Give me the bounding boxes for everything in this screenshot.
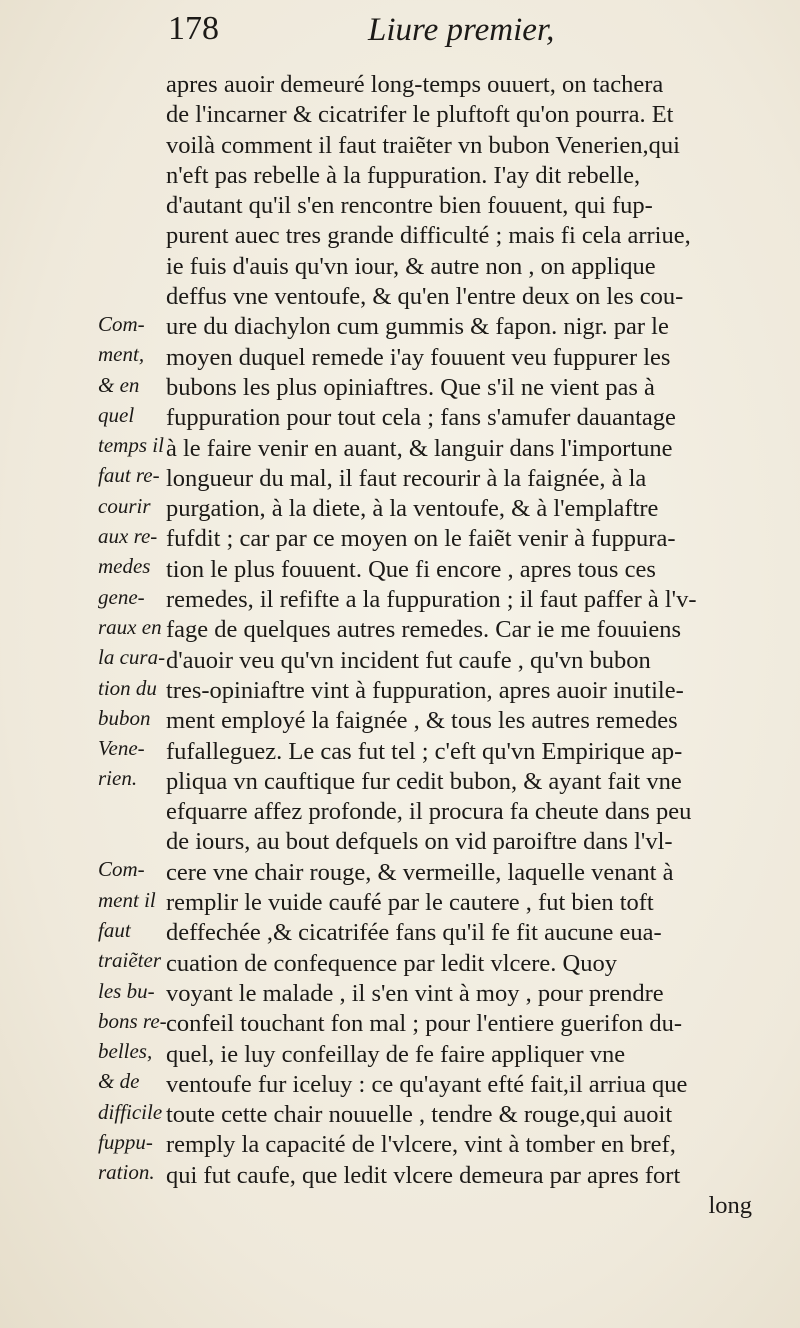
margin-note-line: Vene- bbox=[98, 736, 145, 761]
text-line: de l'incarner & cicatrifer le pluftoft qu'on pourra. Et bbox=[166, 101, 674, 129]
margin-note-line: aux re- bbox=[98, 524, 158, 549]
margin-note-line: Com- bbox=[98, 312, 145, 336]
margin-note-line: Com- bbox=[98, 857, 145, 882]
text-line: efquarre affez profonde, il procura fa cheute dans peu bbox=[166, 798, 692, 826]
text-line: longueur du mal, il faut recourir à la faignée, à la bbox=[166, 464, 647, 492]
text-line: deffechée ,& cicatrifée fans qu'il fe fit aucune eua- bbox=[166, 919, 662, 947]
margin-note-line: medes bbox=[98, 554, 151, 579]
text-line: voyant le malade , il s'en vint à moy , pour prendre bbox=[166, 979, 664, 1007]
text-line: quel, ie luy confeillay de fe faire appliquer vne bbox=[166, 1040, 626, 1068]
margin-note-line: bons re- bbox=[98, 1008, 167, 1033]
text-line: cere vne chair rouge, & vermeille, laquelle venant à bbox=[166, 858, 674, 886]
margin-note-line: raux en bbox=[98, 614, 162, 639]
margin-note-rebel-bubons bbox=[98, 854, 168, 1187]
text-line: moyen duquel remede i'ay fouuent veu fuppurer les bbox=[166, 343, 671, 371]
margin-note-line: faut bbox=[98, 917, 131, 942]
margin-note-line: fuppu- bbox=[98, 1130, 153, 1155]
text-line: remplir le vuide caufé par le cautere , fut bien toft bbox=[166, 889, 654, 917]
text-line: fage de quelques autres remedes. Car ie me fouuiens bbox=[166, 616, 681, 644]
text-line: fufdit ; car par ce moyen on le faiẽt venir à fuppura- bbox=[166, 525, 676, 553]
text-line: d'auoir veu qu'vn incident fut caufe , qu'vn bubon bbox=[166, 646, 651, 674]
text-line: ie fuis d'auis qu'vn iour, & autre non , on applique bbox=[166, 252, 656, 280]
page-header bbox=[168, 10, 688, 70]
margin-note-line: gene- bbox=[98, 584, 145, 609]
running-title: Liure premier, bbox=[368, 12, 555, 48]
text-line: d'autant qu'il s'en rencontre bien fouuent, qui fup- bbox=[166, 192, 653, 220]
text-line: purgation, à la diete, à la ventoufe, & à l'emplaftre bbox=[166, 495, 659, 523]
text-line: bubons les plus opiniaftres. Que s'il ne vient pas à bbox=[166, 373, 655, 401]
margin-note-line: bubon bbox=[98, 705, 151, 730]
text-line: tres-opiniaftre vint à fuppuration, apres auoir inutile- bbox=[166, 676, 684, 704]
margin-note-line: difficile bbox=[98, 1099, 163, 1124]
text-line: voilà comment il faut traiẽter vn bubon Venerien,qui bbox=[166, 131, 680, 159]
margin-note-line: traiẽter bbox=[98, 948, 161, 973]
margin-note-line: ration. bbox=[98, 1160, 155, 1185]
margin-note-line: courir bbox=[98, 493, 151, 518]
page-number: 178 bbox=[168, 10, 219, 47]
text-line: fufalleguez. Le cas fut tel ; c'eft qu'vn Empirique ap- bbox=[166, 737, 683, 765]
text-line: de iours, au bout defquels on vid paroiftre dans l'vl- bbox=[166, 828, 673, 856]
margin-note-line: temps il bbox=[98, 433, 164, 458]
margin-note-line: ment il bbox=[98, 887, 156, 912]
margin-notes bbox=[98, 309, 168, 1188]
text-line: qui fut caufe, que ledit vlcere demeura par apres fort bbox=[166, 1161, 681, 1189]
margin-note-line: tion du bbox=[98, 675, 157, 700]
text-line: tion le plus fouuent. Que fi encore , apres tous ces bbox=[166, 555, 656, 583]
text-line: ure du diachylon cum gummis & fapon. nigr. par le bbox=[166, 313, 669, 341]
margin-note-line: les bu- bbox=[98, 978, 155, 1003]
body-text bbox=[166, 70, 778, 1221]
text-line: deffus vne ventoufe, & qu'en l'entre deux on les cou- bbox=[166, 283, 684, 311]
text-line: fuppuration pour tout cela ; fans s'amufer dauantage bbox=[166, 404, 676, 432]
text-line: confeil touchant fon mal ; pour l'entiere guerifon du- bbox=[166, 1010, 683, 1038]
catchword: long bbox=[708, 1191, 752, 1219]
text-line: pliqua vn cauftique fur cedit bubon, & ayant fait vne bbox=[166, 767, 682, 795]
text-line: purent auec tres grande difficulté ; mais fi cela arriue, bbox=[166, 222, 691, 250]
margin-note-line: & de bbox=[98, 1069, 140, 1094]
text-line: cuation de confequence par ledit vlcere. Quoy bbox=[166, 949, 618, 977]
text-line: toute cette chair nouuelle , tendre & rouge,qui auoit bbox=[166, 1101, 673, 1129]
margin-note-recourse bbox=[98, 309, 168, 794]
text-line: à le faire venir en auant, & languir dans l'importune bbox=[166, 434, 673, 462]
text-line: ment employé la faignée , & tous les autres remedes bbox=[166, 707, 678, 735]
text-line: remply la capacité de l'vlcere, vint à tomber en bref, bbox=[166, 1131, 676, 1159]
margin-note-line: faut re- bbox=[98, 463, 160, 488]
margin-note-line: belles, bbox=[98, 1039, 153, 1064]
text-line: remedes, il refifte a la fuppuration ; il faut paffer à l'v- bbox=[166, 586, 697, 614]
text-line: apres auoir demeuré long-temps ouuert, on tachera bbox=[166, 71, 664, 98]
margin-note-line: quel bbox=[98, 402, 135, 427]
margin-note-line: la cura- bbox=[98, 645, 166, 670]
margin-note-line: ment, bbox=[98, 342, 145, 367]
text-line: ventoufe fur iceluy : ce qu'ayant efté fait,il arriua que bbox=[166, 1070, 688, 1098]
margin-note-line: rien. bbox=[98, 766, 138, 791]
margin-note-line: & en bbox=[98, 372, 140, 397]
text-line: n'eft pas rebelle à la fuppuration. I'ay dit rebelle, bbox=[166, 161, 641, 189]
